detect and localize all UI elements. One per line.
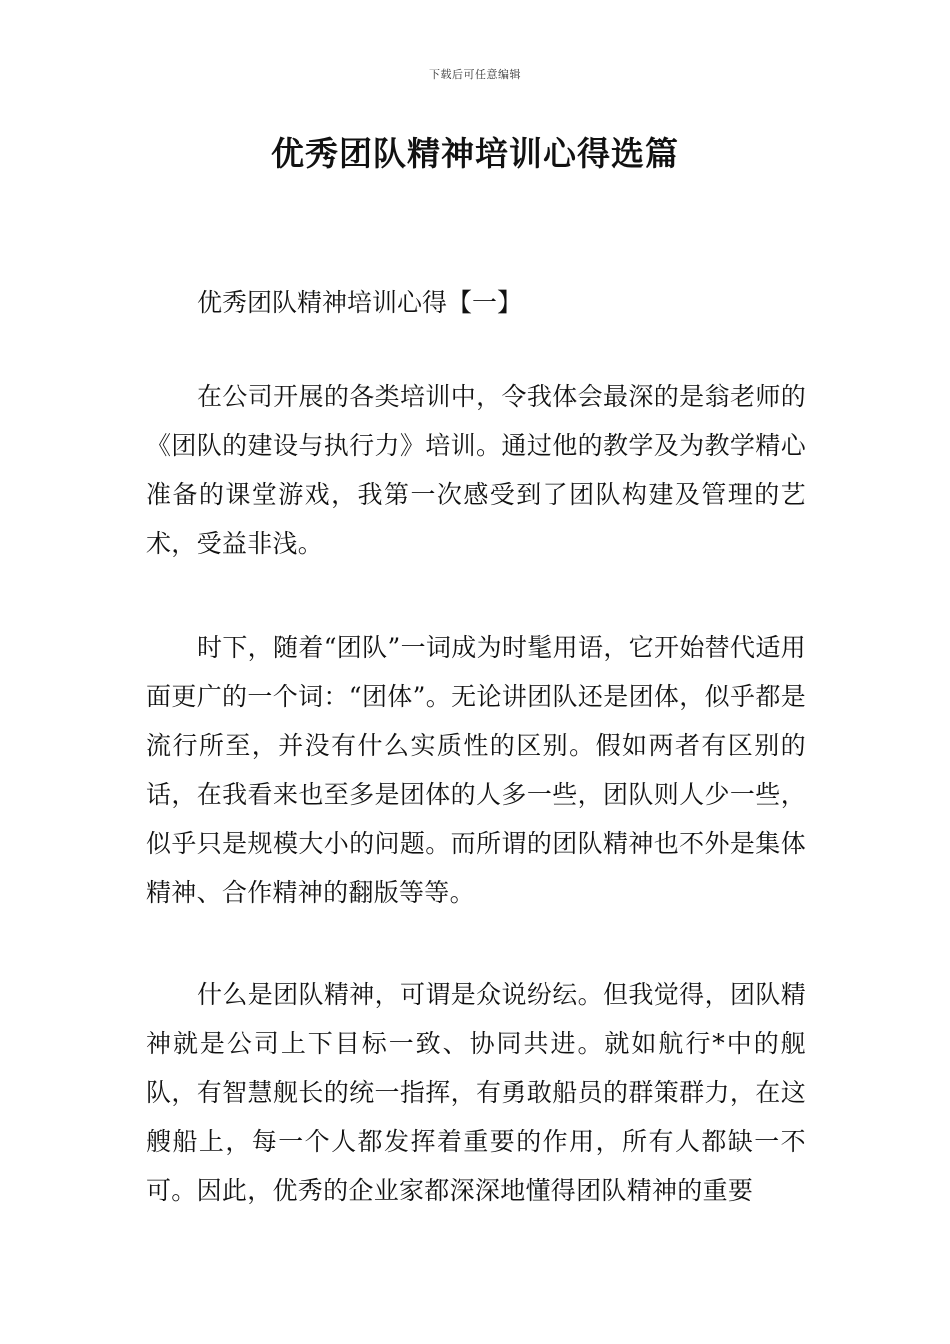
body-paragraph: 什么是团队精神，可谓是众说纷纭。但我觉得，团队精神就是公司上下目标一致、协同共进。就如航行*中的舰队，有智慧舰长的统一指挥，有勇敢船员的群策群力，在这艘船上，每一个人都发挥着重要的作用，所有人都缺一不可。因此，优秀的企业家都深深地懂得团队精神的重要 [146,980,806,1205]
document-title: 优秀团队精神培训心得选篇 [271,134,679,173]
body-paragraph: 在公司开展的各类培训中，令我体会最深的是翁老师的《团队的建设与执行力》培训。通过他的教学及为教学精心准备的课堂游戏，我第一次感受到了团队构建及管理的艺术，受益非浅。 [146,382,806,558]
body-paragraph: 时下，随着“团队”一词成为时髦用语，它开始替代适用面更广的一个词：“团体”。无论讲团队还是团体，似乎都是流行所至，并没有什么实质性的区别。假如两者有区别的话，在我看来也至多是团体的人多一些，团队则人少一些，似乎只是规模大小的问题。而所谓的团队精神也不外是集体精神、合作精神的翻版等等。 [146,633,806,907]
header-note: 下载后可任意编辑 [429,68,521,81]
section-heading: 优秀团队精神培训心得【一】 [197,288,523,317]
